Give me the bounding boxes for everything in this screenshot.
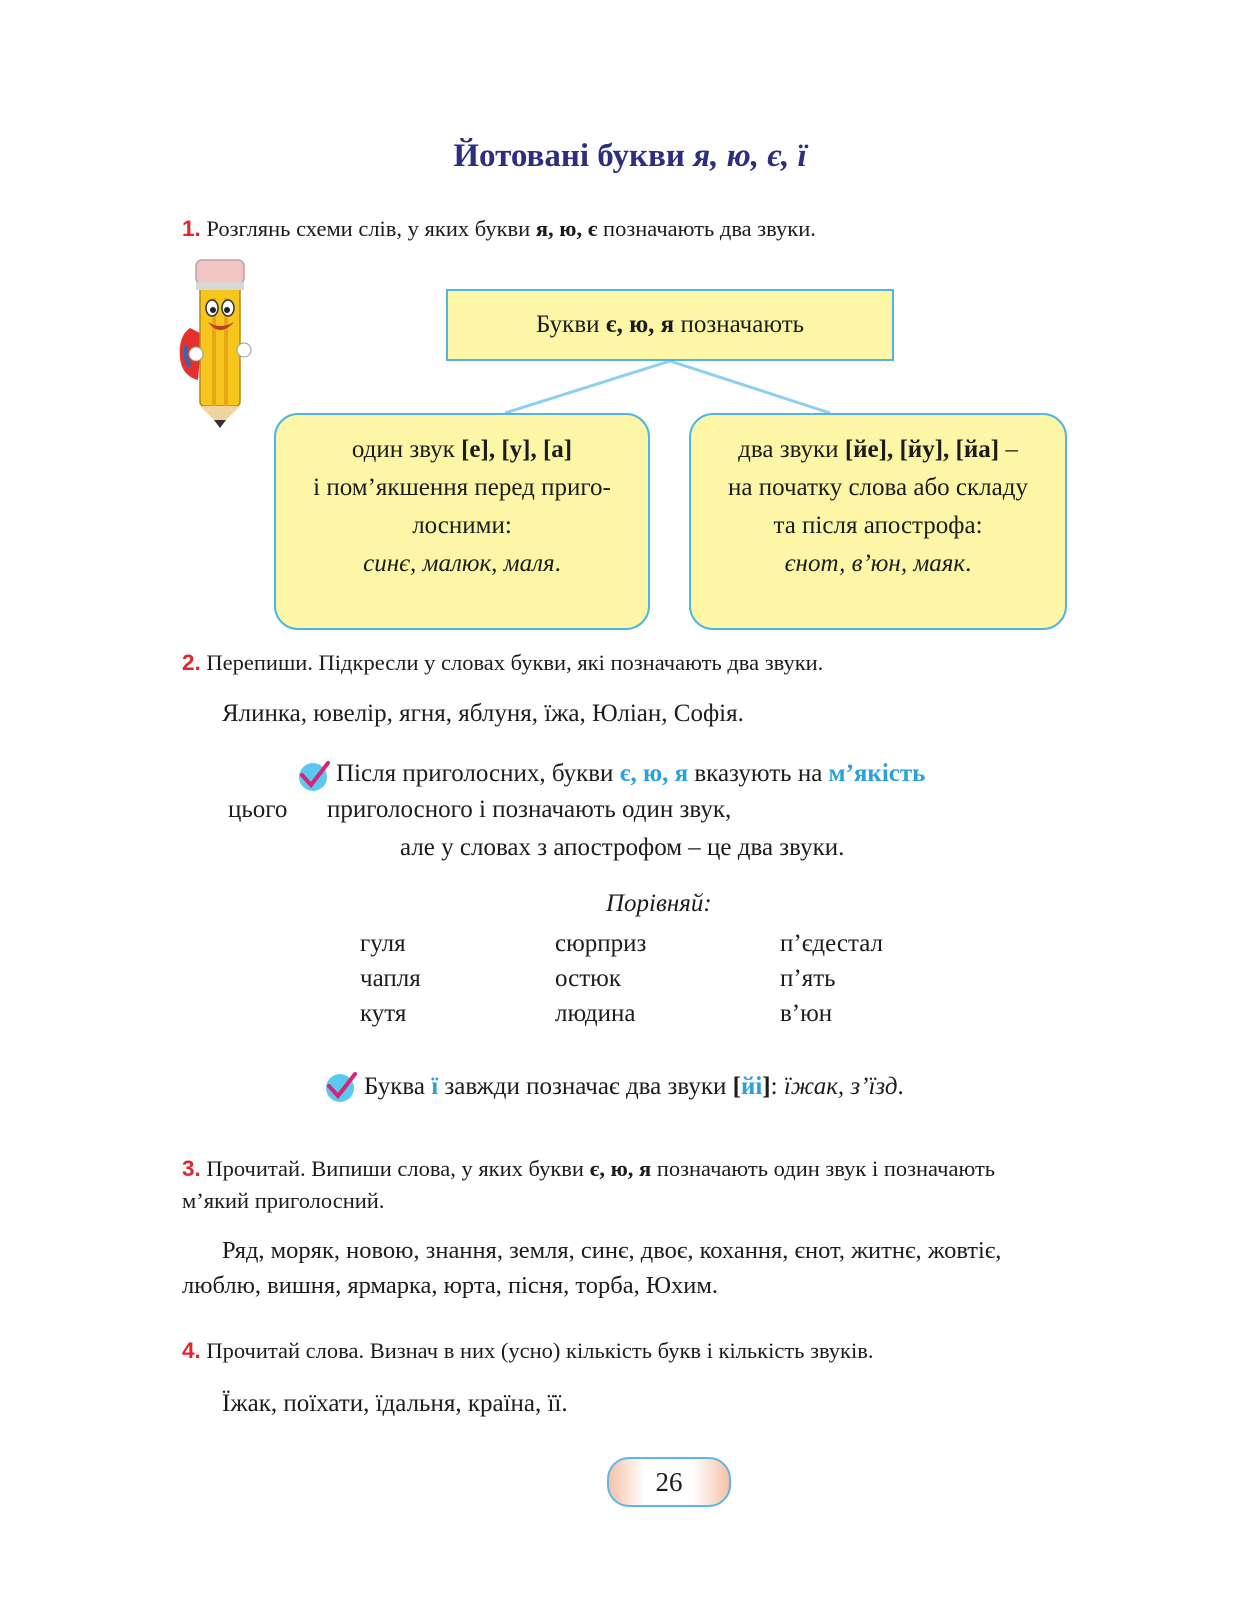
rule-1-line-2a: цього [228, 796, 288, 823]
compare-column-1: гуля чапля кутя [360, 930, 421, 1027]
task-2-words: Ялинка, ювелір, ягня, яблуня, їжа, Юліан, Софія. [222, 700, 744, 727]
page-number: 26 [607, 1457, 731, 1507]
task-1: 1. Розглянь схеми слів, у яких букви я, ю, є позначають два звуки. [182, 216, 816, 241]
task-3-words-line-1: Ряд, моряк, новою, знання, земля, синє, двоє, кохання, єнот, житнє, жовтіє, [222, 1237, 1002, 1264]
task-number: 4. [182, 1338, 201, 1363]
compare-column-2: сюрприз остюк людина [555, 930, 647, 1027]
diagram-top-box: Букви є, ю, я позначають [446, 289, 894, 361]
compare-title: Порівняй: [606, 890, 712, 917]
rule-1-line-1: Після приголосних, букви є, ю, я вказують на м’якість [336, 760, 926, 787]
diagram-left-box: один звук [е], [у], [а] і пом’якшення перед приго- лосними: синє, малюк, маля. [274, 413, 650, 630]
rule-2: Буква ї завжди позначає два звуки [йі]: їжак, з’їзд. [364, 1073, 904, 1100]
task-number: 1. [182, 216, 201, 241]
task-number: 3. [182, 1156, 201, 1181]
task-4-words: Їжак, поїхати, їдальня, країна, її. [222, 1390, 568, 1417]
task-2: 2. Перепиши. Підкресли у словах букви, які позначають два звуки. [182, 650, 824, 675]
page-title: Йотовані букви я, ю, є, ї [453, 138, 807, 174]
compare-column-3: п’єдестал п’ять в’юн [780, 930, 883, 1027]
task-3-line-2: м’який приголосний. [182, 1188, 385, 1213]
rule-1-line-2b: приголосного і позначають один звук, [327, 796, 732, 823]
checkmark-icon [323, 1070, 357, 1104]
rule-1-line-3: але у словах з апострофом – це два звуки. [400, 834, 845, 861]
task-3-words-line-2: люблю, вишня, ярмарка, юрта, пісня, торба, Юхим. [182, 1272, 719, 1299]
task-4: 4. Прочитай слова. Визнач в них (усно) кількість букв і кількість звуків. [182, 1338, 874, 1363]
checkmark-icon [296, 759, 330, 793]
task-3: 3. Прочитай. Випиши слова, у яких букви є, ю, я позначають один звук і позначають [182, 1156, 996, 1181]
task-number: 2. [182, 650, 201, 675]
diagram-right-box: два звуки [йе], [йу], [йа] – на початку слова або складу та після апострофа: єнот, в’юн, маяк. [689, 413, 1067, 630]
